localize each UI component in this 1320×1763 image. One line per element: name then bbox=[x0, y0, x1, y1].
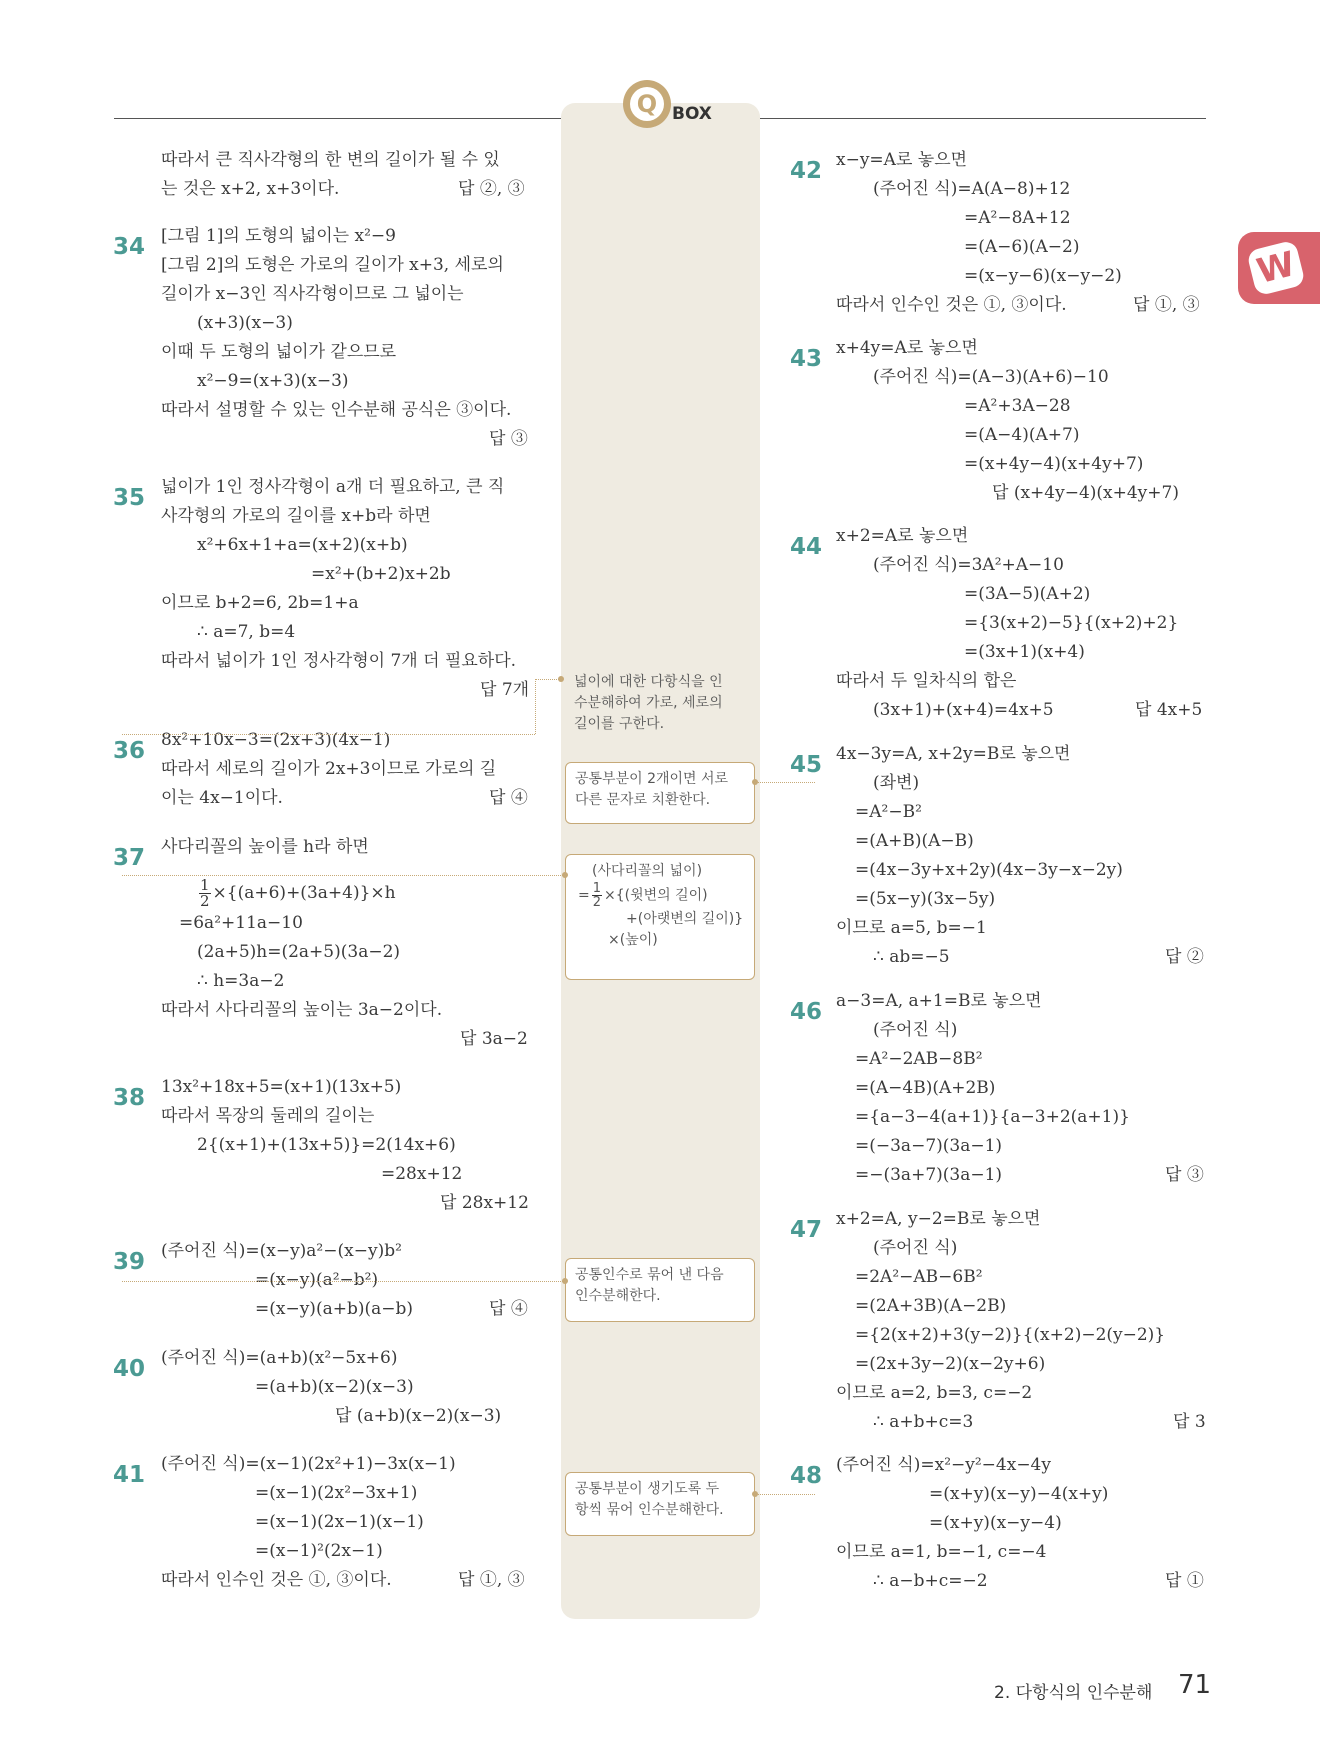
solution-line: =(A+B)(A−B) bbox=[855, 831, 974, 851]
problem-number: 44 bbox=[790, 534, 823, 560]
solution-line: 이므로 b+2=6, 2b=1+a bbox=[161, 593, 359, 613]
solution-line: 따라서 인수인 것은 ①, ③이다. bbox=[161, 1570, 392, 1590]
answer-label: 답 3 bbox=[1173, 1412, 1206, 1432]
solution-line: x+2=A로 놓으면 bbox=[836, 526, 969, 546]
note-39 bbox=[565, 1258, 755, 1322]
solution-line: ={a−3−4(a+1)}{a−3+2(a+1)} bbox=[855, 1107, 1130, 1127]
page-number: 71 bbox=[1178, 1670, 1212, 1700]
solution-line: =(a+b)(x−2)(x−3) bbox=[255, 1377, 414, 1397]
connector-39-dot bbox=[562, 1278, 568, 1284]
note-35-line: 수분해하여 가로, 세로의 bbox=[574, 695, 723, 711]
header-rule-left bbox=[114, 118, 561, 119]
solution-line: 4x−3y=A, x+2y=B로 놓으면 bbox=[836, 744, 1071, 764]
solution-line: =A²−8A+12 bbox=[964, 208, 1071, 228]
connector-35-base bbox=[122, 734, 535, 735]
problem-number: 45 bbox=[790, 752, 823, 778]
note-37-line2: = $\frac{1}{2}$ ×{(윗변의 길이) bbox=[578, 881, 708, 910]
problem-number: 37 bbox=[113, 845, 146, 871]
connector-37 bbox=[122, 875, 565, 876]
note-36-line: 다른 문자로 치환한다. bbox=[575, 792, 711, 808]
solution-line: 사각형의 가로의 길이를 x+b라 하면 bbox=[161, 506, 431, 526]
solution-line: =(x+y)(x−y−4) bbox=[929, 1513, 1062, 1533]
side-tab-letter: W bbox=[1246, 240, 1306, 297]
solution-line: =(3A−5)(A+2) bbox=[964, 584, 1091, 604]
q-letter: Q bbox=[630, 87, 664, 121]
solution-line: =2A²−AB−6B² bbox=[855, 1267, 983, 1287]
connector-35-vertical bbox=[535, 679, 536, 734]
solution-line: =6a²+11a−10 bbox=[179, 913, 303, 933]
note-39-line: 공통인수로 묶어 낸 다음 bbox=[575, 1267, 724, 1283]
solution-line: (주어진 식) bbox=[873, 1020, 958, 1040]
problem-number: 41 bbox=[113, 1462, 146, 1488]
solution-line: =(x+y)(x−y)−4(x+y) bbox=[929, 1484, 1109, 1504]
answer-label: 답 7개 bbox=[480, 680, 530, 700]
solution-line: =(A−4B)(A+2B) bbox=[855, 1078, 996, 1098]
solution-line: =(x−1)(2x−1)(x−1) bbox=[255, 1512, 424, 1532]
header-rule-right bbox=[760, 118, 1206, 119]
connector-36-dot bbox=[752, 779, 758, 785]
problem-number: 34 bbox=[113, 234, 146, 260]
problem-number: 38 bbox=[113, 1085, 146, 1111]
problem-number: 42 bbox=[790, 158, 823, 184]
solution-line: 이므로 a=2, b=3, c=−2 bbox=[836, 1383, 1033, 1403]
connector-41 bbox=[755, 1494, 815, 1495]
solution-line: x+4y=A로 놓으면 bbox=[836, 338, 978, 358]
solution-line: =x²+(b+2)x+2b bbox=[311, 564, 451, 584]
solution-line: =A²+3A−28 bbox=[964, 396, 1071, 416]
solution-line: 이때 두 도형의 넓이가 같으므로 bbox=[161, 342, 397, 362]
solution-line: 따라서 사다리꼴의 높이는 3a−2이다. bbox=[161, 1000, 443, 1020]
answer-label: 답 3a−2 bbox=[460, 1029, 528, 1049]
note-37 bbox=[565, 854, 755, 980]
solution-line: =A²−2AB−8B² bbox=[855, 1049, 983, 1069]
solution-line: 따라서 목장의 둘레의 길이는 bbox=[161, 1106, 375, 1126]
solution-line: a−3=A, a+1=B로 놓으면 bbox=[836, 991, 1042, 1011]
answer-label: 답 ①, ③ bbox=[458, 1570, 525, 1590]
answer-label: 답 ② bbox=[1165, 947, 1204, 967]
footer-section-title: 2. 다항식의 인수분해 bbox=[994, 1683, 1153, 1703]
problem-number: 35 bbox=[113, 485, 146, 511]
answer-label: 답 ②, ③ bbox=[458, 179, 525, 199]
solution-line: [그림 2]의 도형은 가로의 길이가 x+3, 세로의 bbox=[161, 255, 504, 275]
solution-line: 따라서 두 일차식의 합은 bbox=[836, 671, 1017, 691]
problem-number: 43 bbox=[790, 346, 823, 372]
solution-line: =(x−1)(2x²−3x+1) bbox=[255, 1483, 418, 1503]
note-39-line: 인수분해한다. bbox=[575, 1288, 661, 1304]
solution-line: =(5x−y)(3x−5y) bbox=[855, 889, 996, 909]
solution-line: (주어진 식)=(A−3)(A+6)−10 bbox=[873, 367, 1109, 387]
problem-number: 36 bbox=[113, 738, 146, 764]
note-37-line3: +(아랫변의 길이)} bbox=[626, 911, 744, 927]
solution-line: x²+6x+1+a=(x+2)(x+b) bbox=[197, 535, 408, 555]
connector-35-dot bbox=[558, 676, 564, 682]
solution-line: =(x−1)²(2x−1) bbox=[255, 1541, 383, 1561]
solution-line: =(x+4y−4)(x+4y+7) bbox=[964, 454, 1144, 474]
solution-line: (x+3)(x−3) bbox=[197, 313, 293, 333]
note-35 bbox=[565, 666, 755, 741]
problem-number: 40 bbox=[113, 1356, 146, 1382]
note-41-line: 항씩 묶어 인수분해한다. bbox=[575, 1502, 724, 1518]
answer-label: 답 ① bbox=[1165, 1571, 1204, 1591]
problem-number: 47 bbox=[790, 1217, 823, 1243]
solution-line: 는 것은 x+2, x+3이다. bbox=[161, 179, 340, 199]
solution-line: 따라서 넓이가 1인 정사각형이 7개 더 필요하다. bbox=[161, 651, 517, 671]
solution-line: 따라서 설명할 수 있는 인수분해 공식은 ③이다. bbox=[161, 400, 512, 420]
solution-line: =(4x−3y+x+2y)(4x−3y−x−2y) bbox=[855, 860, 1123, 880]
solution-line: 8x²+10x−3=(2x+3)(4x−1) bbox=[161, 730, 391, 750]
eq37-fraction-text: ×{(a+6)+(3a+4)}×h bbox=[212, 883, 396, 903]
note-36 bbox=[565, 762, 755, 824]
solution-line: (주어진 식)=(a+b)(x²−5x+6) bbox=[161, 1348, 398, 1368]
solution-line: =A²−B² bbox=[855, 802, 922, 822]
solution-line: 2{(x+1)+(13x+5)}=2(14x+6) bbox=[197, 1135, 456, 1155]
note-35-line: 길이를 구한다. bbox=[574, 716, 665, 732]
problem-number: 46 bbox=[790, 999, 823, 1025]
solution-line: 이므로 a=1, b=−1, c=−4 bbox=[836, 1542, 1047, 1562]
solution-line: ∴ h=3a−2 bbox=[197, 971, 285, 991]
answer-label: 답 ③ bbox=[1165, 1165, 1204, 1185]
solution-line: 사다리꼴의 높이를 h라 하면 bbox=[161, 837, 369, 857]
connector-37-dot bbox=[562, 872, 568, 878]
answer-label: 답 (x+4y−4)(x+4y+7) bbox=[992, 483, 1179, 503]
solution-line: =(A−4)(A+7) bbox=[964, 425, 1080, 445]
note-36-line: 공통부분이 2개이면 서로 bbox=[575, 771, 729, 787]
connector-36 bbox=[755, 782, 815, 783]
solution-line: 따라서 세로의 길이가 2x+3이므로 가로의 길 bbox=[161, 759, 497, 779]
solution-line: (주어진 식)=3A²+A−10 bbox=[873, 555, 1064, 575]
solution-line: (주어진 식)=(x−1)(2x²+1)−3x(x−1) bbox=[161, 1454, 456, 1474]
solution-line: =(−3a−7)(3a−1) bbox=[855, 1136, 1003, 1156]
solution-line: =(x−y)(a²−b²) bbox=[255, 1270, 379, 1290]
solution-line: x+2=A, y−2=B로 놓으면 bbox=[836, 1209, 1041, 1229]
note-41 bbox=[565, 1472, 755, 1536]
note-41-line: 공통부분이 생기도록 두 bbox=[575, 1481, 720, 1497]
solution-line: =(x−y−6)(x−y−2) bbox=[964, 266, 1122, 286]
box-label: BOX bbox=[672, 104, 712, 124]
solution-line: ={2(x+2)+3(y−2)}{(x+2)−2(y−2)} bbox=[855, 1325, 1166, 1345]
solution-line: =(3x+1)(x+4) bbox=[964, 642, 1085, 662]
solution-line: ∴ a=7, b=4 bbox=[197, 622, 296, 642]
solution-line: (2a+5)h=(2a+5)(3a−2) bbox=[197, 942, 401, 962]
note-35-line: 넓이에 대한 다항식을 인 bbox=[574, 674, 723, 690]
solution-line: ={3(x+2)−5}{(x+2)+2} bbox=[964, 613, 1179, 633]
answer-label: 답 ④ bbox=[489, 1299, 528, 1319]
solution-line: (주어진 식)=A(A−8)+12 bbox=[873, 179, 1071, 199]
solution-line: ∴ ab=−5 bbox=[873, 947, 950, 967]
answer-label: 답 ①, ③ bbox=[1133, 295, 1200, 315]
q-box-icon bbox=[623, 80, 671, 128]
answer-label: 답 ④ bbox=[489, 788, 528, 808]
note-37-line4: ×(높이) bbox=[608, 932, 658, 948]
solution-line: (3x+1)+(x+4)=4x+5 bbox=[873, 700, 1054, 720]
solution-line: ∴ a−b+c=−2 bbox=[873, 1571, 988, 1591]
connector-41-dot bbox=[752, 1491, 758, 1497]
solution-line: =(A−6)(A−2) bbox=[964, 237, 1080, 257]
answer-label: 답 (a+b)(x−2)(x−3) bbox=[335, 1406, 502, 1426]
note-37-fraction: $\frac{1}{2}$ bbox=[592, 881, 602, 910]
solution-line: 이므로 a=5, b=−1 bbox=[836, 918, 987, 938]
solution-line: =(x−y)(a+b)(a−b) bbox=[255, 1299, 413, 1319]
solution-line: (좌변) bbox=[873, 773, 920, 793]
answer-label: 답 4x+5 bbox=[1135, 700, 1203, 720]
solution-line: =28x+12 bbox=[381, 1164, 463, 1184]
solution-line: =(2x+3y−2)(x−2y+6) bbox=[855, 1354, 1046, 1374]
solution-line: 길이가 x−3인 직사각형이므로 그 넓이는 bbox=[161, 284, 464, 304]
problem-number: 48 bbox=[790, 1463, 823, 1489]
solution-line: (주어진 식)=x²−y²−4x−4y bbox=[836, 1455, 1051, 1475]
solution-line: 이는 4x−1이다. bbox=[161, 788, 283, 808]
eq37-fraction-line bbox=[197, 878, 396, 909]
solution-line: =−(3a+7)(3a−1) bbox=[855, 1165, 1003, 1185]
connector-39 bbox=[122, 1281, 565, 1282]
solution-line: 따라서 큰 직사각형의 한 변의 길이가 될 수 있 bbox=[161, 150, 500, 170]
solution-line: [그림 1]의 도형의 넓이는 x²−9 bbox=[161, 226, 396, 246]
eq37-fraction: $\frac{1}{2}$ bbox=[200, 876, 210, 910]
solution-line: (주어진 식)=(x−y)a²−(x−y)b² bbox=[161, 1241, 402, 1261]
problem-number: 39 bbox=[113, 1249, 146, 1275]
solution-line: 넓이가 1인 정사각형이 a개 더 필요하고, 큰 직 bbox=[161, 477, 505, 497]
solution-line: 13x²+18x+5=(x+1)(13x+5) bbox=[161, 1077, 402, 1097]
note-37-line1: (사다리꼴의 넓이) bbox=[592, 863, 703, 879]
answer-label: 답 ③ bbox=[489, 429, 528, 449]
side-tab bbox=[1238, 232, 1320, 304]
solution-line: 따라서 인수인 것은 ①, ③이다. bbox=[836, 295, 1067, 315]
solution-line: =(2A+3B)(A−2B) bbox=[855, 1296, 1007, 1316]
answer-label: 답 28x+12 bbox=[440, 1193, 529, 1213]
solution-line: x²−9=(x+3)(x−3) bbox=[197, 371, 349, 391]
solution-line: x−y=A로 놓으면 bbox=[836, 150, 968, 170]
solution-line: ∴ a+b+c=3 bbox=[873, 1412, 974, 1432]
solution-line: (주어진 식) bbox=[873, 1238, 958, 1258]
